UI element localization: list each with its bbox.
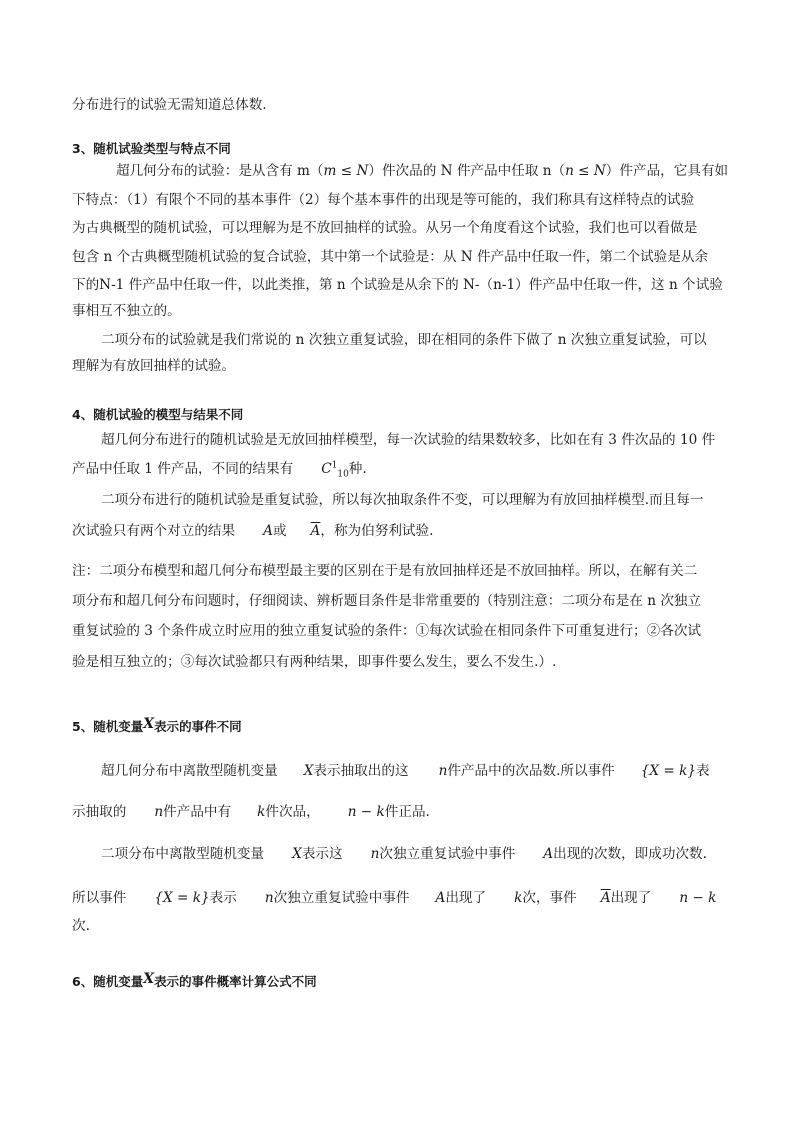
- paragraph-line: 事相互不独立的。: [72, 303, 181, 319]
- section-heading-4: 4、随机试验的模型与结果不同: [72, 407, 244, 422]
- note-line: 重复试验的 3 个条件成立时应用的独立重复试验的条件：①每次试验在相同条件下可重复进行；②各次试: [72, 623, 702, 639]
- combination-symbol: $C^1_{10}$: [321, 460, 349, 480]
- paragraph-line: 下的N-1 件产品中任取一件，以此类推，第 n 个试验是从余下的 N-（n-1）件产品中任取一件，这 n 个试验: [72, 277, 723, 293]
- paragraph-line: 示抽取的 n件产品中有 k件次品， n − k件正品.: [72, 804, 430, 820]
- paragraph-line: 超几何分布的试验：是从含有 m（m ≤ N）件次品的 N 件产品中任取 n（n ≤ N）件产品，它具有如: [116, 163, 729, 179]
- paragraph-line: 二项分布进行的随机试验是重复试验，所以每次抽取条件不变，可以理解为有放回抽样模型.而且每一: [101, 492, 704, 508]
- text-line: 分布进行的试验无需知道总体数.: [72, 97, 267, 113]
- paragraph-line: 理解为有放回抽样的试验。: [72, 358, 236, 374]
- paragraph-line: 产品中任取 1 件产品，不同的结果有 $C^1_{10}$种.: [72, 460, 367, 480]
- paragraph-line: 包含 n 个古典概型随机试验的复合试验，其中第一个试验是：从 N 件产品中任取一件，第二个试验是从余: [72, 249, 709, 265]
- paragraph-line: 为古典概型的随机试验，可以理解为是不放回抽样的试验。从另一个角度看这个试验，我们也可以看做是: [72, 220, 698, 236]
- paragraph-line: 二项分布的试验就是我们常说的 n 次独立重复试验，即在相同的条件下做了 n 次独立重复试验，可以: [101, 332, 707, 348]
- paragraph-line: 二项分布中离散型随机变量 X表示这 n次独立重复试验中事件 A出现的次数，即成功次数.: [101, 846, 707, 862]
- paragraph-line: 所以事件 {X = k}表示 n次独立重复试验中事件 A出现了 k次，事件 $\overline{A}$出现了 n − k: [72, 890, 717, 906]
- paragraph-line: 下特点：（1）有限个不同的基本事件（2）每个基本事件的出现是等可能的，我们称具有这样特点的试验: [72, 192, 695, 208]
- paragraph-line: 超几何分布进行的随机试验是无放回抽样模型，每一次试验的结果数较多，比如在有 3 件次品的 10 件: [101, 432, 716, 448]
- note-line: 验是相互独立的；③每次试验都只有两种结果，即事件要么发生，要么不发生.）.: [72, 654, 557, 670]
- paragraph-line: 超几何分布中离散型随机变量 X表示抽取出的这 n件产品中的次品数.所以事件 {X = k}表: [101, 763, 710, 779]
- note-line: 项分布和超几何分布问题时，仔细阅读、辨析题目条件是非常重要的（特别注意：二项分布是在 n 次独立: [72, 593, 702, 609]
- section-heading-3: 3、随机试验类型与特点不同: [72, 141, 231, 156]
- section-heading-6: 6、随机变量X表示的事件概率计算公式不同: [72, 971, 317, 989]
- paragraph-line: 次试验只有两个对立的结果 A或 $\overline{A}$，称为伯努利试验.: [72, 523, 434, 539]
- note-line: 注：二项分布模型和超几何分布模型最主要的区别在于是有放回抽样还是不放回抽样。所以，在解有关二: [72, 563, 698, 579]
- paragraph-line: 次.: [72, 918, 90, 934]
- section-heading-5: 5、随机变量X表示的事件不同: [72, 716, 242, 734]
